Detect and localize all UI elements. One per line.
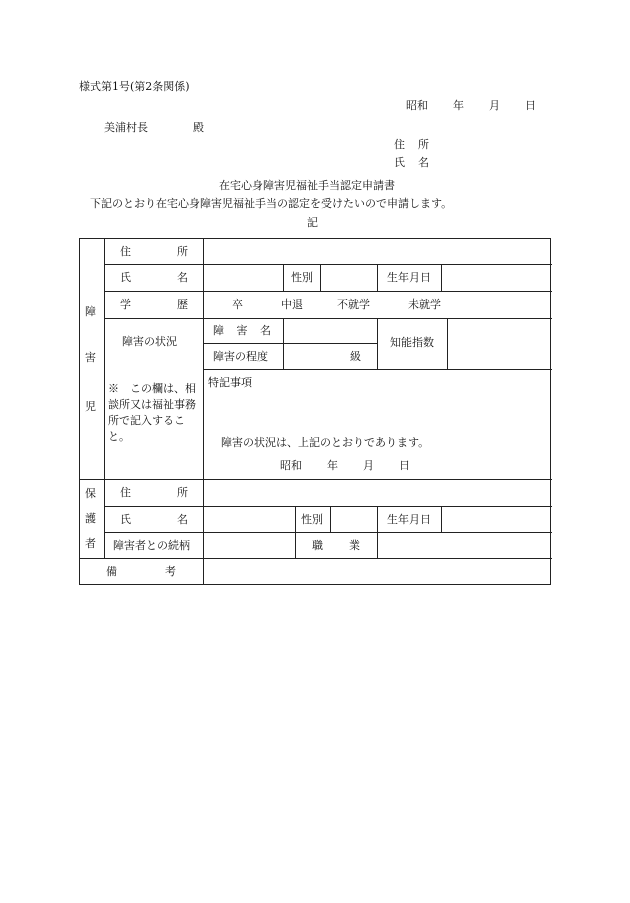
note-heading: 記 bbox=[307, 216, 318, 229]
honorific: 殿 bbox=[193, 121, 204, 134]
guardian-sex-label: 性別 bbox=[301, 513, 323, 526]
disability-note: ※ この欄は、相談所又は福祉事務所で記入すること。 bbox=[108, 382, 196, 443]
child-group-label-3: 児 bbox=[85, 400, 96, 413]
addressee: 美浦村長 bbox=[104, 121, 148, 134]
guardian-name-label: 氏 名 bbox=[120, 513, 188, 526]
child-address-field[interactable] bbox=[204, 240, 551, 263]
child-group-label-2: 害 bbox=[85, 351, 96, 364]
applicant-address-label-1: 住 bbox=[394, 138, 405, 151]
education-option-preschool[interactable]: 未就学 bbox=[408, 298, 441, 311]
applicant-name-label-1: 氏 bbox=[394, 156, 405, 169]
disability-status-label: 障害の状況 bbox=[122, 335, 177, 348]
iq-label: 知能指数 bbox=[390, 336, 434, 349]
education-option-graduated[interactable]: 卒 bbox=[232, 298, 243, 311]
guardian-group-label-2: 護 bbox=[85, 512, 96, 525]
disability-degree-label: 障害の程度 bbox=[213, 350, 268, 363]
child-group-label-1: 障 bbox=[85, 305, 96, 318]
guardian-birthdate-label: 生年月日 bbox=[387, 513, 431, 526]
guardian-sex-field[interactable] bbox=[331, 507, 376, 531]
rule bbox=[204, 369, 552, 370]
application-form-table bbox=[79, 238, 551, 585]
relationship-label: 障害者との続柄 bbox=[113, 539, 190, 552]
rule bbox=[283, 264, 284, 291]
sex-label: 性別 bbox=[291, 271, 313, 284]
form-number: 様式第1号(第2条関係) bbox=[79, 80, 190, 93]
guardian-address-label: 住 所 bbox=[120, 486, 188, 499]
disability-grade-field[interactable] bbox=[284, 344, 344, 368]
rule bbox=[295, 506, 296, 532]
guardian-birthdate-field[interactable] bbox=[442, 507, 551, 531]
date-month: 月 bbox=[489, 99, 500, 112]
cert-date-day: 日 bbox=[399, 459, 410, 472]
rule bbox=[295, 532, 296, 558]
disability-name-label: 障 害 名 bbox=[213, 324, 271, 337]
certification-text: 障害の状況は、上記のとおりであります。 bbox=[221, 436, 430, 449]
child-birthdate-field[interactable] bbox=[442, 265, 551, 290]
grade-unit: 級 bbox=[350, 350, 361, 363]
education-label: 学 歴 bbox=[120, 298, 188, 311]
name-label: 氏 名 bbox=[120, 271, 188, 284]
applicant-name-label-2: 名 bbox=[418, 156, 429, 169]
special-notes-label: 特記事項 bbox=[208, 376, 252, 389]
education-option-not-enrolled[interactable]: 不就学 bbox=[337, 298, 370, 311]
rule bbox=[104, 239, 105, 558]
guardian-name-field[interactable] bbox=[204, 507, 294, 531]
guardian-group-label-1: 保 bbox=[85, 487, 96, 500]
child-sex-field[interactable] bbox=[321, 265, 376, 290]
cert-date-month: 月 bbox=[363, 459, 374, 472]
rule bbox=[377, 264, 378, 291]
cert-date-year: 年 bbox=[327, 459, 338, 472]
occupation-label: 職 業 bbox=[312, 539, 360, 552]
disability-name-field[interactable] bbox=[284, 319, 376, 342]
form-title: 在宅心身障害児福祉手当認定申請書 bbox=[219, 179, 395, 192]
rule bbox=[377, 506, 378, 532]
child-name-field[interactable] bbox=[204, 265, 282, 290]
remarks-label: 備 考 bbox=[106, 565, 176, 578]
guardian-group-label-3: 者 bbox=[85, 537, 96, 550]
iq-field[interactable] bbox=[448, 319, 551, 368]
occupation-field[interactable] bbox=[378, 533, 551, 557]
education-option-dropped-out[interactable]: 中退 bbox=[281, 298, 303, 311]
address-label: 住 所 bbox=[120, 245, 188, 258]
remarks-field[interactable] bbox=[204, 559, 551, 584]
guardian-address-field[interactable] bbox=[204, 480, 551, 505]
special-notes-field[interactable] bbox=[204, 391, 551, 431]
cert-date-era: 昭和 bbox=[280, 459, 302, 472]
rule bbox=[377, 318, 378, 369]
date-era: 昭和 bbox=[406, 99, 428, 112]
intro-text: 下記のとおり在宅心身障害児福祉手当の認定を受けたいので申請します。 bbox=[90, 197, 453, 210]
applicant-address-label-2: 所 bbox=[418, 138, 429, 151]
rule bbox=[104, 291, 552, 292]
date-day: 日 bbox=[525, 99, 536, 112]
date-year: 年 bbox=[453, 99, 464, 112]
birthdate-label: 生年月日 bbox=[387, 271, 431, 284]
relationship-field[interactable] bbox=[204, 533, 294, 557]
